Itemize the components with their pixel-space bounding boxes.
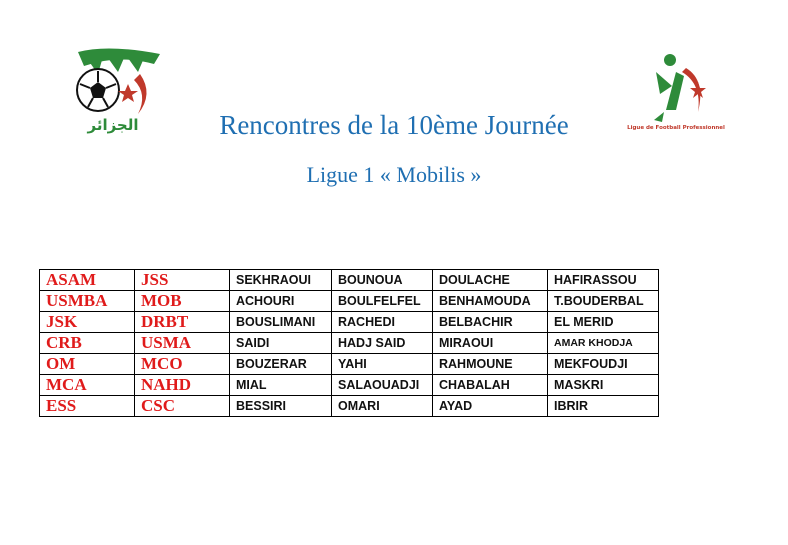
- assistant-2: BENHAMOUDA: [433, 291, 548, 312]
- assistant-2: DOULACHE: [433, 270, 548, 291]
- table-row: [40, 396, 659, 417]
- home-team: ESS: [40, 396, 135, 417]
- home-team: MCA: [40, 375, 135, 396]
- away-team: USMA: [135, 333, 230, 354]
- fourth-official: MEKFOUDJI: [548, 354, 659, 375]
- faf-logo-text: الجزائر: [87, 116, 139, 134]
- fourth-official: AMAR KHODJA: [548, 333, 659, 354]
- assistant-2: RAHMOUNE: [433, 354, 548, 375]
- table-row: [40, 333, 659, 354]
- referee: BOUSLIMANI: [230, 312, 332, 333]
- referee: BOUZERAR: [230, 354, 332, 375]
- assistant-1: HADJ SAID: [332, 333, 433, 354]
- matches-table: [39, 269, 659, 417]
- assistant-1: RACHEDI: [332, 312, 433, 333]
- home-team: CRB: [40, 333, 135, 354]
- table-row: [40, 270, 659, 291]
- table-row: [40, 354, 659, 375]
- page-title: Rencontres de la 10ème Journée: [219, 110, 569, 140]
- away-team: JSS: [135, 270, 230, 291]
- away-team: MOB: [135, 291, 230, 312]
- assistant-2: CHABALAH: [433, 375, 548, 396]
- away-team: MCO: [135, 354, 230, 375]
- fourth-official: T.BOUDERBAL: [548, 291, 659, 312]
- assistant-2: MIRAOUI: [433, 333, 548, 354]
- home-team: USMBA: [40, 291, 135, 312]
- referee: MIAL: [230, 375, 332, 396]
- assistant-2: AYAD: [433, 396, 548, 417]
- home-team: JSK: [40, 312, 135, 333]
- referee: BESSIRI: [230, 396, 332, 417]
- home-team: ASAM: [40, 270, 135, 291]
- assistant-1: BOUNOUA: [332, 270, 433, 291]
- assistant-1: BOULFELFEL: [332, 291, 433, 312]
- table-row: [40, 312, 659, 333]
- assistant-1: OMARI: [332, 396, 433, 417]
- assistant-2: BELBACHIR: [433, 312, 548, 333]
- referee: SAIDI: [230, 333, 332, 354]
- fourth-official: MASKRI: [548, 375, 659, 396]
- assistant-1: SALAOUADJI: [332, 375, 433, 396]
- table-row: [40, 375, 659, 396]
- referee: SEKHRAOUI: [230, 270, 332, 291]
- away-team: DRBT: [135, 312, 230, 333]
- home-team: OM: [40, 354, 135, 375]
- away-team: CSC: [135, 396, 230, 417]
- lfp-logo-text: Ligue de Football Professionnel: [627, 125, 725, 131]
- assistant-1: YAHI: [332, 354, 433, 375]
- referee: ACHOURI: [230, 291, 332, 312]
- fourth-official: IBRIR: [548, 396, 659, 417]
- table-row: [40, 291, 659, 312]
- away-team: NAHD: [135, 375, 230, 396]
- fourth-official: HAFIRASSOU: [548, 270, 659, 291]
- fourth-official: EL MERID: [548, 312, 659, 333]
- page-subtitle: Ligue 1 « Mobilis »: [306, 162, 482, 187]
